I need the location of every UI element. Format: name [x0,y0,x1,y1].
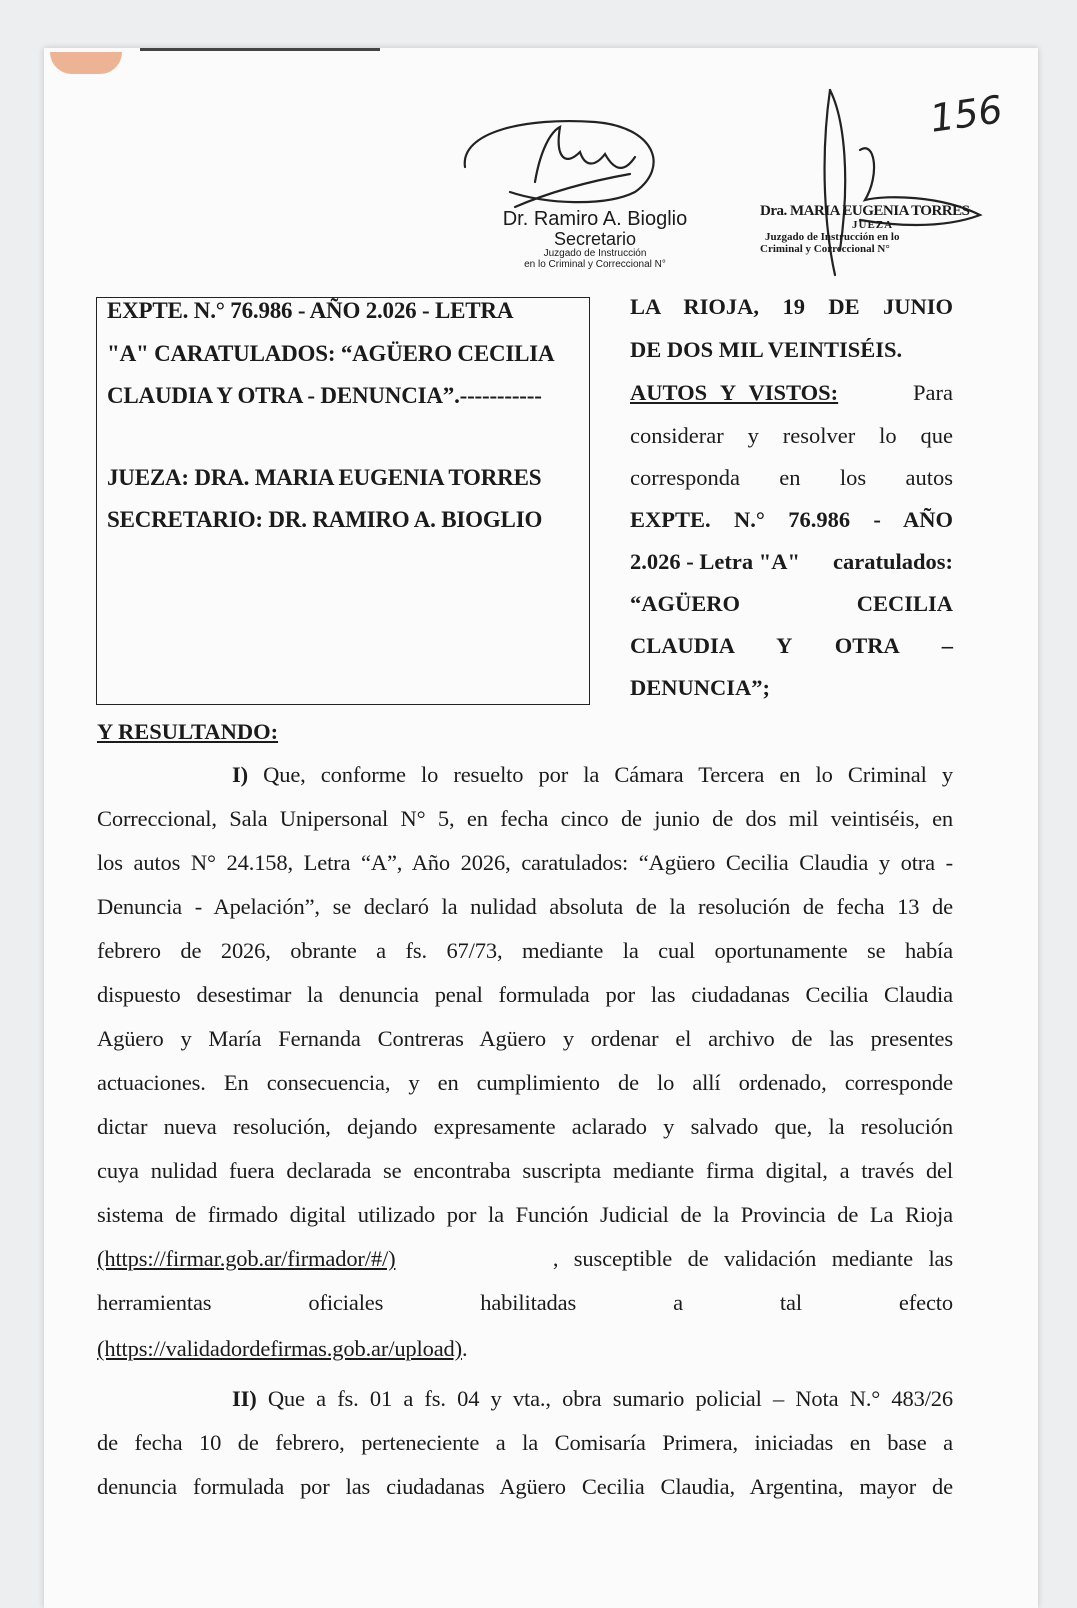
para1-line-3: los autos N° 24.158, Letra “A”, Año 2026, caratulados: “Agüero Cecilia Claudia y otra - [97,850,953,875]
para1-line-8: actuaciones. En consecuencia, y en cumplimiento de lo allí ordenado, corresponde [97,1070,953,1095]
para1-line-13 [97,1290,953,1316]
header-line-9: CLAUDIA Y OTRA – [630,633,953,658]
para2-line-3: denuncia formulada por las ciudadanas Agüero Cecilia Claudia, Argentina, mayor de [97,1474,953,1499]
secretary-court-line2: en lo Criminal y Correccional N° [524,259,666,270]
case-box-secretary: SECRETARIO: DR. RAMIRO A. BIOGLIO [107,507,543,532]
tail-word-6: efecto [898,1290,953,1315]
para2-line-1-text: Que a fs. 01 a fs. 04 y vta., obra sumario policial – Nota N.° 483/26 [267,1386,953,1411]
secretary-role: Secretario [553,229,637,249]
secretary-court-line1: Juzgado de Instrucción [543,248,647,259]
judge-court-line1: Juzgado de Instrucción en lo [765,231,900,243]
para1-line-10: cuya nulidad fuera declarada se encontraba suscripta mediante firma digital, a través del [97,1158,953,1183]
judge-role: JUEZA [852,219,894,231]
para1-line-6: dispuesto desestimar la denuncia penal formulada por las ciudadanas Cecilia Claudia [97,982,953,1007]
para1-marker: I) [232,762,248,787]
para1-line-12 [97,1246,953,1272]
autos-y-vistos-line [630,380,953,406]
para1-line-5: febrero de 2026, obrante a fs. 67/73, mediante la cual oportunamente se había [97,938,953,963]
tail-word-3: habilitadas [480,1290,577,1315]
para2-line-2: de fecha 10 de febrero, perteneciente a la Comisaría Primera, iniciadas en base a [97,1430,953,1455]
secretary-signature-scrawl [455,112,675,217]
secretary-name: Dr. Ramiro A. Bioglio [502,208,688,230]
header-line-10: DENUNCIA”; [630,675,770,700]
header-line-7 [630,549,953,575]
para1-line-14 [97,1336,953,1362]
para2-marker: II) [232,1386,257,1411]
para1-line-12-after: , susceptible de validación mediante las [552,1246,953,1271]
para1-line-1-text: Que, conforme lo resuelto por la Cámara Tercera en lo Criminal y [263,762,953,787]
para2-line-1 [232,1386,953,1412]
firmar-link[interactable]: (https://firmar.gob.ar/firmador/#/) [97,1246,396,1271]
top-rule [140,48,380,51]
para1-line-1 [232,762,953,788]
para1-line-2: Correccional, Sala Unipersonal N° 5, en fecha cinco de junio de dos mil veintiséis, en [97,806,953,831]
para1-line-9: dictar nueva resolución, dejando expresamente aclarado y salvado que, la resolución [97,1114,953,1139]
case-box-line-3: CLAUDIA Y OTRA - DENUNCIA”.----------- [107,383,542,408]
date-line-2: DE DOS MIL VEINTISÉIS. [630,337,903,362]
tail-word-4: a [673,1290,683,1315]
validador-period: . [462,1336,468,1361]
validador-link[interactable]: (https://validadordefirmas.gob.ar/upload) [97,1336,463,1361]
case-box-judge: JUEZA: DRA. MARIA EUGENIA TORRES [107,465,542,490]
handwritten-page-number: 156 [927,87,1006,141]
tail-word-5: tal [779,1290,802,1315]
judge-name: Dra. MARIA EUGENIA TORRES [760,203,970,219]
judge-court-line2: Criminal y Correccional N° [760,243,890,255]
header-line-6: EXPTE. N.° 76.986 - AÑO [630,507,953,532]
header-line-4: considerar y resolver lo que [630,423,953,448]
autos-y-vistos-label: AUTOS Y VISTOS: [630,380,839,405]
para1-line-4: Denuncia - Apelación”, se declaró la nulidad absoluta de la resolución de fecha 13 de [97,894,953,919]
para1-line-7: Agüero y María Fernanda Contreras Agüero y ordenar el archivo de las presentes [97,1026,953,1051]
case-box-line-1: EXPTE. N.° 76.986 - AÑO 2.026 - LETRA [107,298,514,323]
header-line-7-rest: caratulados: [833,549,953,574]
header-line-7-bold: 2.026 - Letra "A" [630,549,800,574]
section-heading: Y RESULTANDO: [97,719,279,744]
tail-word-2: oficiales [308,1290,384,1315]
judge-signature-block [760,202,990,255]
header-line-8: “AGÜERO CECILIA [630,591,953,616]
case-box-line-2: "A" CARATULADOS: “AGÜERO CECILIA [107,341,555,366]
top-stamp-remnant [50,52,122,74]
para1-line-11: sistema de firmado digital utilizado por la Función Judicial de la Provincia de La Rioja [97,1202,953,1227]
secretary-signature-block [480,208,710,270]
tail-word-1: herramientas [97,1290,212,1315]
header-line-5: corresponda en los autos [630,465,953,490]
autos-after: Para [913,380,953,405]
date-line-1: LA RIOJA, 19 DE JUNIO [630,294,953,319]
